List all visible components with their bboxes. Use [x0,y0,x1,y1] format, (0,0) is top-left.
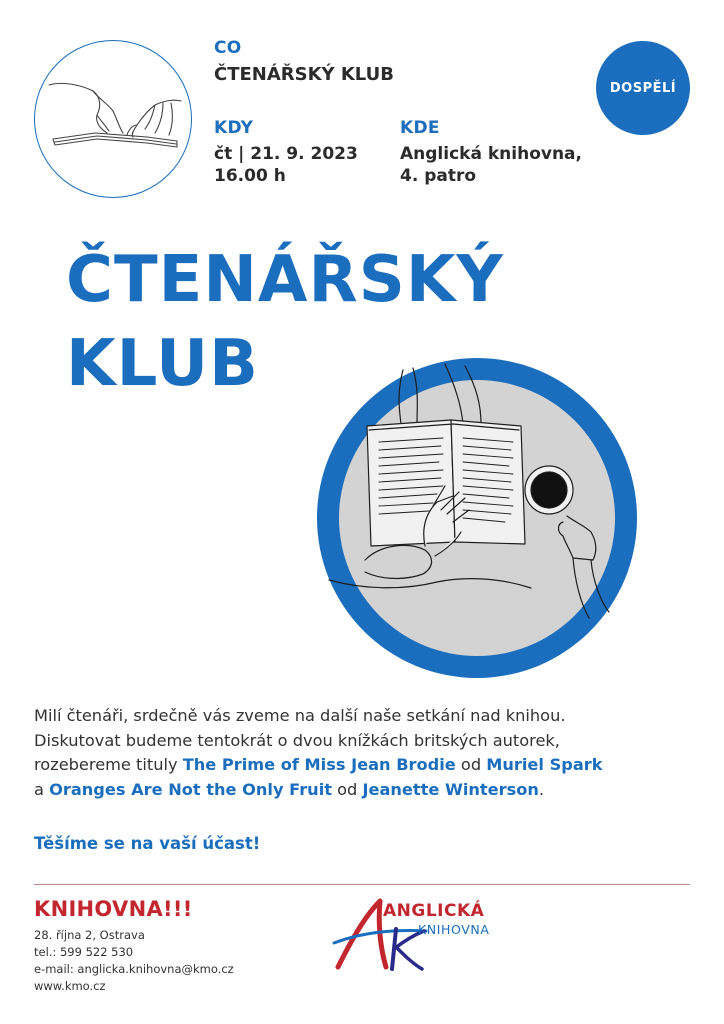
author-2: Jeanette Winterson [362,779,539,799]
author-1: Muriel Spark [486,755,603,774]
invitation-text [34,704,694,802]
closing-line: Těšíme se na vaší účast! [34,834,261,853]
body-line-4 [34,778,694,803]
logo-word-anglicka: ANGLICKÁ [383,901,485,921]
body-line-4-end: . [538,779,545,799]
where-floor: 4. patro [400,166,477,186]
what-label: CO [214,38,242,58]
where-label: KDE [400,118,440,138]
library-name: KNIHOVNA!!! [34,897,193,921]
body-od-1: od [455,755,487,774]
footer-divider [34,884,690,885]
when-label: KDY [214,118,254,138]
library-web[interactable]: www.kmo.cz [34,979,106,993]
main-title-line1: ČTENÁŘSKÝ [66,243,504,317]
logo-word-knihovna: KNIHOVNA [418,922,490,937]
library-contact [34,927,234,995]
reading-hands-illustration [34,40,192,198]
book-title-2: Oranges Are Not the Only Fruit [49,779,332,799]
book-hands-icon [35,41,190,196]
body-line-4-prefix: a [34,779,50,799]
book-title-1: The Prime of Miss Jean Brodie [182,755,456,774]
when-date: čt | 21. 9. 2023 [214,144,358,164]
main-title-line2: KLUB [66,327,259,401]
library-phone: tel.: 599 522 530 [34,945,134,959]
audience-badge: DOSPĚLÍ [596,41,690,135]
library-email[interactable]: e-mail: anglicka.knihovna@kmo.cz [34,962,234,976]
body-od-2: od [332,779,363,799]
what-value: ČTENÁŘSKÝ KLUB [214,64,394,85]
body-line-3 [34,753,694,778]
when-time: 16.00 h [214,166,286,186]
body-line-2: Diskutovat budeme tentokrát o dvou knížkách britských autorek, [34,730,560,750]
library-address: 28. října 2, Ostrava [34,928,145,942]
where-place: Anglická knihovna, [400,144,582,164]
reading-illustration [305,346,649,690]
body-line-3-prefix: rozebereme tituly [34,755,183,774]
body-line-1: Milí čtenáři, srdečně vás zveme na další naše setkání nad knihou. [34,706,566,725]
